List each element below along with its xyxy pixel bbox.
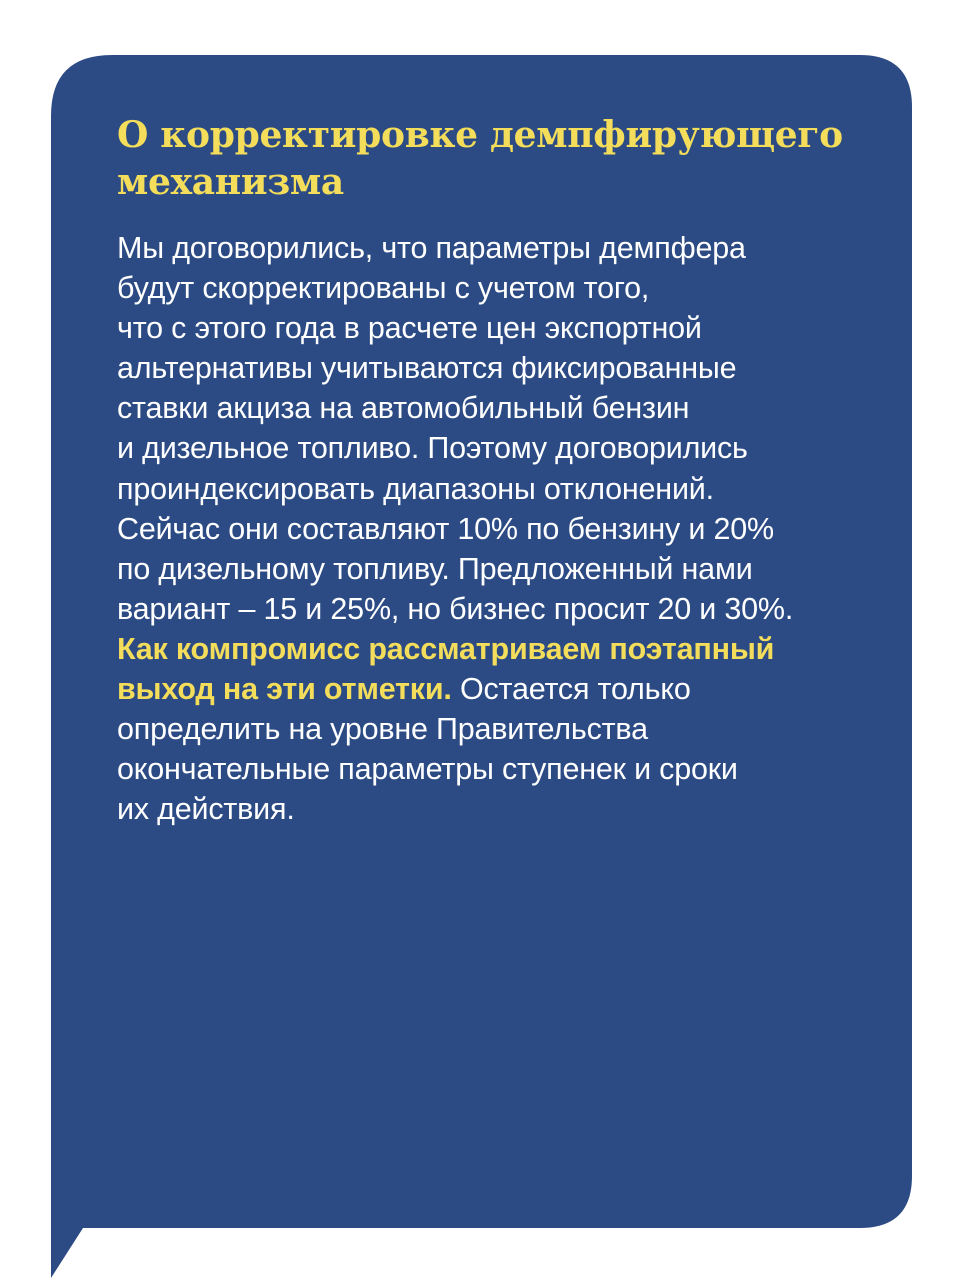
card-content <box>117 112 887 829</box>
paragraph-line: Мы договорились, что параметры демпфера <box>117 231 746 265</box>
paragraph-line: окончательные параметры ступенек и сроки <box>117 752 738 787</box>
paragraph-line: альтернативы учитываются фиксированные <box>117 351 737 386</box>
paragraph-line: и дизельное топливо. Поэтому договорились <box>117 431 748 466</box>
paragraph-line: определить на уровне Правительства <box>117 712 648 747</box>
card-title-line: О корректировке демпфирующего <box>117 114 843 156</box>
paragraph-line: по дизельному топливу. Предложенный нами <box>117 551 753 586</box>
paragraph-line: ставки акциза на автомобильный бензин <box>117 391 690 426</box>
paragraph-line: проиндексировать диапазоны отклонений. <box>117 471 714 506</box>
highlighted-text: Как компромисс рассматриваем поэтапный <box>117 631 775 666</box>
card-title-line: механизма <box>117 161 344 203</box>
paragraph-line: вариант – 15 и 25%, но бизнес просит 20 и 30%. <box>117 591 794 626</box>
paragraph-line: что с этого года в расчете цен экспортной <box>117 311 702 346</box>
card-paragraph <box>117 228 887 829</box>
highlighted-text: выход на эти отметки. <box>117 672 452 707</box>
paragraph-line-mixed <box>117 669 887 709</box>
paragraph-line: будут скорректированы с учетом того, <box>117 271 650 306</box>
paragraph-line: Сейчас они составляют 10% по бензину и 20% <box>117 511 774 546</box>
paragraph-line: их действия. <box>117 792 295 827</box>
paragraph-text: Остается только <box>451 672 691 707</box>
card-title <box>117 112 887 206</box>
